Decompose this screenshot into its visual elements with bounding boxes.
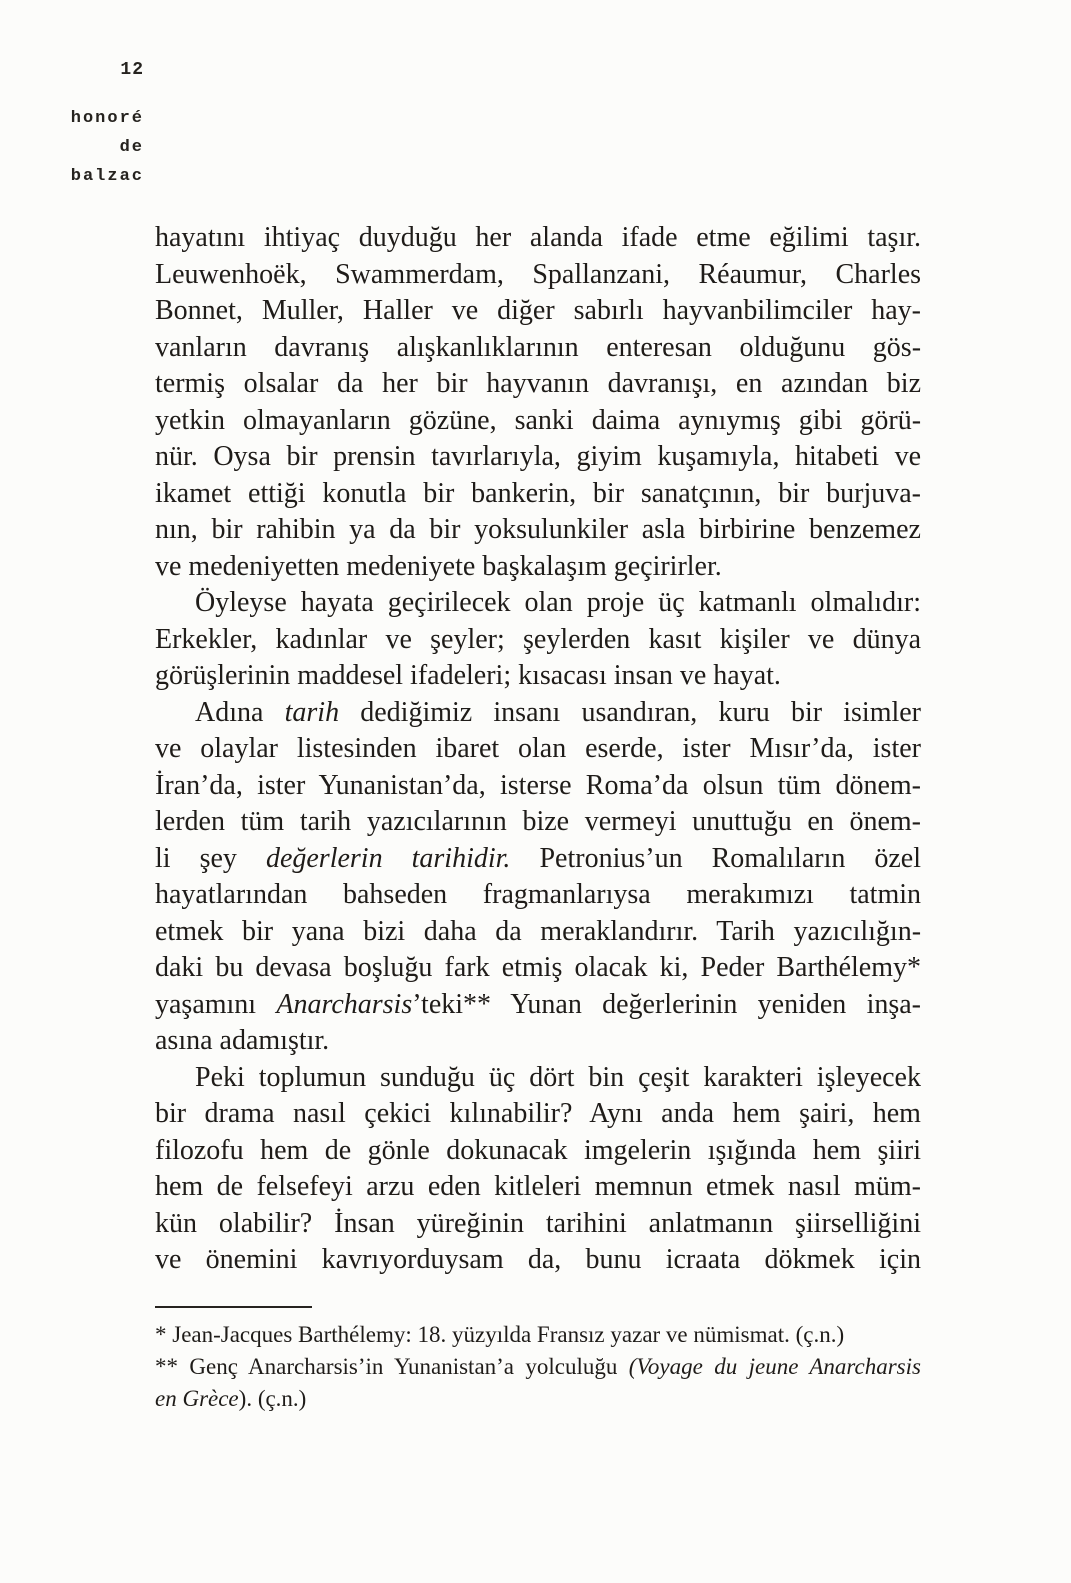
text-segment: Öyleyse hayata geçirilecek olan proje üç katmanlı olmalıdır: xyxy=(195,587,921,618)
italic-text-segment: (Voyage du jeune Anarcharsis xyxy=(628,1354,921,1379)
text-line xyxy=(155,658,921,695)
footnote-line xyxy=(155,1351,921,1383)
text-line xyxy=(155,366,921,403)
text-segment: * Jean-Jacques Barthélemy: 18. yüzyılda Fransız yazar ve nümismat. (ç.n.) xyxy=(155,1322,845,1347)
text-line xyxy=(155,403,921,440)
text-line xyxy=(155,731,921,768)
text-segment: daki bu devasa boşluğu fark etmiş olacak ki, Peder Barthélemy* xyxy=(155,952,922,983)
text-segment: ikamet ettiği konutla bir bankerin, bir sanatçının, bir burjuva- xyxy=(155,477,922,509)
running-header xyxy=(66,104,144,191)
paragraph xyxy=(155,585,921,695)
text-line xyxy=(155,622,921,659)
italic-text-segment: Anarcharsis xyxy=(276,988,413,1020)
paragraph xyxy=(155,1060,921,1279)
footnote-rule xyxy=(155,1306,312,1308)
text-segment: ** Genç Anarcharsis’in Yunanistan’a yolculuğu xyxy=(155,1354,629,1379)
footnote-line xyxy=(155,1319,921,1351)
text-line xyxy=(155,914,921,951)
text-segment: ve medeniyetten medeniyete başkalaşım geçirirler. xyxy=(155,550,722,582)
text-segment: filozofu hem de gönle dokunacak imgelerin ışığında hem şiiri xyxy=(155,1134,922,1166)
text-segment: ). (ç.n.) xyxy=(238,1386,307,1411)
text-segment: ve önemini kavrıyorduysam da, bunu icraata dökmek için xyxy=(155,1244,921,1275)
text-line xyxy=(155,1169,921,1206)
text-segment: Erkekler, kadınlar ve şeyler; şeylerden kasıt kişiler ve dünya xyxy=(155,623,921,655)
text-segment: ’teki** Yunan değerlerinin yeniden inşa- xyxy=(412,988,921,1020)
text-line xyxy=(155,1242,921,1279)
text-line xyxy=(155,768,921,805)
text-segment: İran’da, ister Yunanistan’da, isterse Roma’da olsun tüm dönem- xyxy=(155,769,921,801)
text-segment: li şey xyxy=(155,842,266,874)
running-header-line: honoré xyxy=(70,109,144,128)
footnotes xyxy=(155,1319,921,1415)
text-line xyxy=(155,476,921,513)
text-segment: etmek bir yana bizi daha da meraklandırır. Tarih yazıcılığın- xyxy=(155,915,922,947)
text-segment: nür. Oysa bir prensin tavırlarıyla, giyim kuşamıyla, hitabeti ve xyxy=(155,441,921,472)
page-number: 12 xyxy=(120,60,144,80)
text-line xyxy=(155,877,921,914)
text-line xyxy=(155,549,921,586)
text-segment: dediğimiz insanı usandıran, kuru bir isimler xyxy=(339,696,922,728)
text-segment: asına adamıştır. xyxy=(155,1025,330,1056)
running-header-line: balzac xyxy=(70,167,144,186)
italic-text-segment: değerlerin tarihidir. xyxy=(265,842,511,874)
text-segment: Bonnet, Muller, Haller ve diğer sabırlı hayvanbilimciler hay- xyxy=(155,295,921,326)
text-line xyxy=(155,950,921,987)
footnote-line xyxy=(155,1383,921,1415)
text-line xyxy=(155,512,921,549)
running-header-line: de xyxy=(119,138,144,157)
text-segment: lerden tüm tarih yazıcılarının bize vermeyi unuttuğu en önem- xyxy=(155,806,922,837)
text-segment: yaşamını xyxy=(155,988,277,1020)
text-line xyxy=(155,330,921,367)
text-line xyxy=(155,1023,921,1060)
italic-text-segment: tarih xyxy=(284,696,340,728)
text-segment: Petronius’un Romalıların özel xyxy=(510,842,922,874)
italic-text-segment: en Grèce xyxy=(155,1386,239,1411)
page-margin-block xyxy=(66,60,144,191)
text-line xyxy=(155,1133,921,1170)
body-text xyxy=(155,220,921,1279)
text-line xyxy=(155,841,921,878)
text-segment: Leuwenhoëk, Swammerdam, Spallanzani, Réaumur, Charles xyxy=(155,258,922,290)
text-segment: Adına xyxy=(195,696,285,728)
text-segment: yetkin olmayanların gözüne, sanki daima aynıymış gibi görü- xyxy=(155,404,922,436)
text-line xyxy=(155,1206,921,1243)
text-segment: vanların davranış alışkanlıklarının enteresan olduğunu gös- xyxy=(155,331,922,363)
text-line xyxy=(155,1096,921,1133)
text-segment: ve olaylar listesinden ibaret olan eserde, ister Mısır’da, ister xyxy=(155,733,921,764)
text-line xyxy=(155,585,921,622)
text-line xyxy=(155,257,921,294)
text-line xyxy=(155,804,921,841)
text-line xyxy=(155,293,921,330)
text-segment: termiş olsalar da her bir hayvanın davranışı, en azından biz xyxy=(155,368,921,399)
text-segment: hem de felsefeyi arzu eden kitleleri memnun etmek nasıl müm- xyxy=(155,1171,921,1202)
text-line xyxy=(155,1060,921,1097)
text-segment: Peki toplumun sunduğu üç dört bin çeşit karakteri işleyecek xyxy=(195,1061,921,1093)
text-segment: hayatını ihtiyaç duyduğu her alanda ifade etme eğilimi taşır. xyxy=(155,222,922,253)
text-segment: hayatlarından bahseden fragmanlarıysa merakımızı tatmin xyxy=(155,879,921,910)
text-segment: bir drama nasıl çekici kılınabilir? Aynı anda hem şairi, hem xyxy=(155,1098,921,1129)
paragraph xyxy=(155,220,921,585)
text-line xyxy=(155,987,921,1024)
text-line xyxy=(155,220,921,257)
text-segment: kün olabilir? İnsan yüreğinin tarihini anlatmanın şiirselliğini xyxy=(155,1207,921,1239)
paragraph xyxy=(155,695,921,1060)
text-line xyxy=(155,439,921,476)
text-segment: görüşlerinin maddesel ifadeleri; kısacası insan ve hayat. xyxy=(155,660,781,691)
text-segment: nın, bir rahibin ya da bir yoksulunkiler asla birbirine benzemez xyxy=(155,514,921,545)
text-line xyxy=(155,695,921,732)
